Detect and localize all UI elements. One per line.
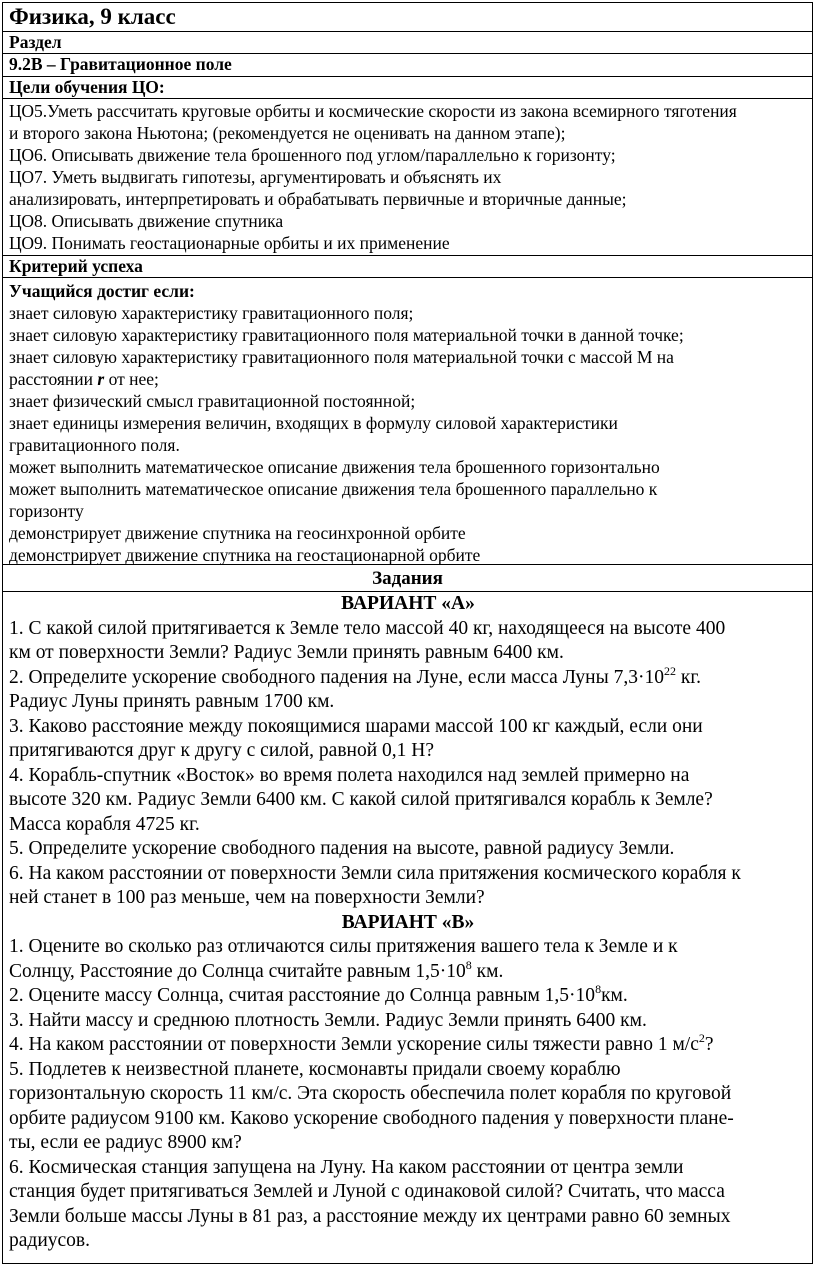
criteria-header: Критерий успеха	[2, 256, 813, 278]
task-line: горизонтальную скорость 11 км/с. Эта скорость обеспечила полет корабля по круговой	[9, 1083, 732, 1104]
criteria-line: гравитационного поля.	[9, 435, 180, 455]
task-line: орбите радиусом 9100 км. Каково ускорение свободного падения у поверхности плане-	[9, 1107, 734, 1129]
goals-header: Цели обучения ЦО:	[2, 77, 813, 99]
criteria-list	[2, 278, 813, 565]
criteria-line: может выполнить математическое описание движения тела брошенного параллельно к	[9, 479, 658, 499]
goals-list	[2, 99, 813, 256]
task-line: Масса корабля 4725 кг.	[9, 813, 200, 835]
goal-line: ЦО9. Понимать геостационарные орбиты и их применение	[9, 233, 450, 253]
topic-heading: 9.2В – Гравитационное поле	[2, 54, 813, 77]
task-line: 3. Каково расстояние между покоящимися шарами массой 100 кг каждый, если они	[9, 715, 703, 737]
task-line: станция будет притягиваться Землей и Луной с одинаковой силой? Считать, что масса	[9, 1181, 725, 1202]
criteria-line: знает физический смысл гравитационной постоянной;	[9, 391, 416, 411]
task-line: ней станет в 100 раз меньше, чем на поверхности Земли?	[9, 887, 485, 908]
criteria-line: демонстрирует движение спутника на геосинхронной орбите	[9, 523, 466, 543]
goal-line: ЦО6. Описывать движение тела брошенного под углом/параллельно к горизонту;	[9, 145, 616, 165]
criteria-line: знает единицы измерения величин, входящих в формулу силовой характеристики	[9, 413, 618, 433]
criteria-line: демонстрирует движение спутника на геостационарной орбите	[9, 545, 481, 565]
task-line: ты, если ее радиус 8900 км?	[9, 1132, 242, 1153]
section-label: Раздел	[2, 32, 813, 54]
criteria-line: расстоянии r от нее;	[9, 369, 159, 389]
task-line: 5. Определите ускорение свободного падения на высоте, равной радиусу Земли.	[9, 838, 675, 859]
task-line: Солнцу, Расстояние до Солнца считайте равным $1,5\cdot 10^8$ км.	[9, 957, 504, 982]
task-line: радиусов.	[9, 1230, 90, 1251]
task-line: 1. С какой силой притягивается к Земле тело массой 40 кг, находящееся на высоте 400	[9, 617, 726, 639]
task-line: Земли больше массы Луны в 81 раз, а расстояние между их центрами равно 60 земных	[9, 1205, 731, 1227]
criteria-line: знает силовую характеристику гравитационного поля материальной точки в данной точке;	[9, 325, 684, 345]
variant-b-list	[9, 935, 807, 1254]
page-title: Физика, 9 класс	[2, 2, 813, 32]
variant-a-title: ВАРИАНТ «А»	[341, 593, 475, 614]
criteria-line: может выполнить математическое описание движения тела брошенного горизонтально	[9, 457, 660, 477]
goal-line: ЦО5.Уметь рассчитать круговые орбиты и космические скорости из закона всемирного тяготения	[9, 101, 737, 121]
task-line: 4. На каком расстоянии от поверхности Земли ускорение силы тяжести равно 1 $м/с^2$?	[9, 1031, 714, 1055]
criteria-line: горизонту	[9, 501, 84, 521]
task-line: 3. Найти массу и среднюю плотность Земли. Радиус Земли принять 6400 км.	[9, 1009, 647, 1031]
task-line: 5. Подлетев к неизвестной планете, космонавты придали своему кораблю	[9, 1058, 621, 1080]
goal-line: и второго закона Ньютона; (рекомендуется не оценивать на данном этапе);	[9, 123, 566, 143]
goal-line: ЦО8. Описывать движение спутника	[9, 211, 284, 231]
task-line: 2. Оцените массу Солнца, считая расстояние до Солнца равным $1,5\cdot 10^8км$.	[9, 982, 628, 1006]
variant-a-list	[9, 617, 807, 911]
criteria-line: знает силовую характеристику гравитационного поля материальной точки с массой М на	[9, 347, 674, 367]
variant-b-title: ВАРИАНТ «В»	[341, 911, 475, 933]
task-line: 6. Космическая станция запущена на Луну. На каком расстоянии от центра земли	[9, 1156, 684, 1178]
task-line: 1. Оцените во сколько раз отличаются силы притяжения вашего тела к Земле и к	[9, 936, 678, 957]
task-line: 6. На каком расстоянии от поверхности Земли сила притяжения космического корабля к	[9, 862, 741, 884]
criteria-line: знает силовую характеристику гравитационного поля;	[9, 303, 414, 323]
criteria-lead: Учащийся достиг если:	[9, 281, 195, 301]
task-line: Радиус Луны принять равным 1700 км.	[9, 691, 335, 712]
task-line: притягиваются друг к другу с силой, равной 0,1 Н?	[9, 740, 435, 761]
task-line: 4. Корабль-спутник «Восток» во время полета находился над землей примерно на	[9, 764, 690, 786]
task-line: км от поверхности Земли? Радиус Земли принять равным 6400 км.	[9, 642, 564, 663]
tasks-header: Задания	[2, 565, 813, 592]
tasks-section	[2, 592, 813, 1262]
goal-line: анализировать, интерпретировать и обрабатывать первичные и вторичные данные;	[9, 189, 627, 209]
goal-line: ЦО7. Уметь выдвигать гипотезы, аргументировать и объяснять их	[9, 167, 502, 187]
task-line: 2. Определите ускорение свободного падения на Луне, если масса Луны $7,3\cdot 10^{22}$ кг.	[9, 663, 701, 688]
task-line: высоте 320 км. Радиус Земли 6400 км. С какой силой притягивался корабль к Земле?	[9, 789, 713, 810]
